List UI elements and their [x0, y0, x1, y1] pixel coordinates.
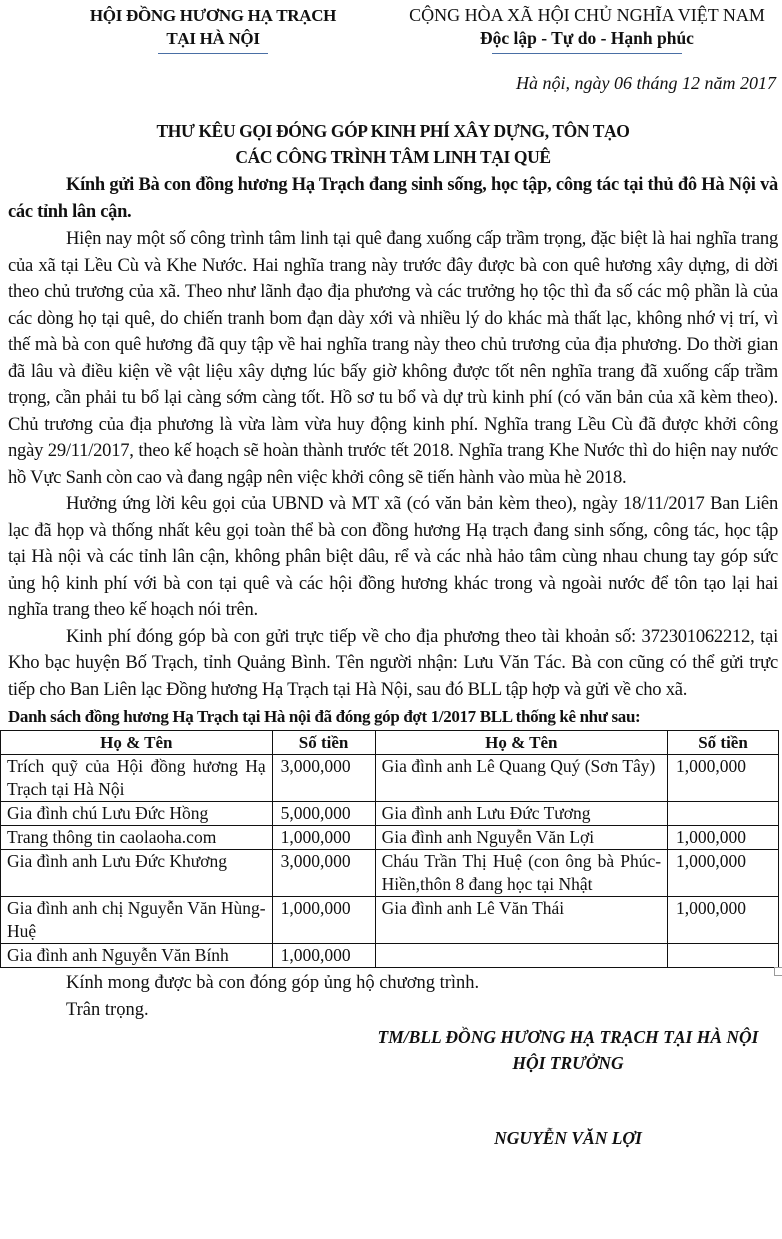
donation-amount: 1,000,000	[668, 755, 779, 802]
donor-name: Cháu Trần Thị Huệ (con ông bà Phúc-Hiền,thôn 8 đang học tại Nhật	[375, 850, 667, 897]
donor-name: Gia đình anh Lưu Đức Tương	[375, 802, 667, 826]
national-header	[392, 4, 782, 54]
title-line-1: THƯ KÊU GỌI ĐÓNG GÓP KINH PHÍ XÂY DỰNG, TÔN TẠO	[156, 121, 630, 141]
table-row	[1, 944, 779, 968]
table-row	[1, 897, 779, 944]
motto-underline	[492, 53, 682, 54]
document-title	[8, 118, 778, 170]
signature-position: HỘI TRƯỞNG	[512, 1053, 624, 1073]
column-header-amount: Số tiền	[668, 731, 779, 755]
document-body	[0, 118, 782, 1151]
donation-amount: 1,000,000	[668, 850, 779, 897]
donor-name: Gia đình anh Nguyễn Văn Bính	[1, 944, 273, 968]
table-resize-handle[interactable]	[774, 967, 782, 976]
table-row	[1, 826, 779, 850]
donation-amount: 3,000,000	[272, 850, 375, 897]
title-line-2: CÁC CÔNG TRÌNH TÂM LINH TẠI QUÊ	[235, 147, 551, 167]
organization-location: TẠI HÀ NỘI	[166, 29, 260, 48]
paragraph-call-to-action: Hưởng ứng lời kêu gọi của UBND và MT xã (có văn bản kèm theo), ngày 18/11/2017 Ban Liên lạc đã họp và thống nhất kêu gọi toàn thể bà con đồng hương Hạ trạch đang sinh sống, công tác, học tập tại Hà nội và các tỉnh lân cận, không phân biệt dâu, rể và các nhà hảo tâm cùng nhau chung tay góp sức ủng hộ kinh phí với bà con tại quê và các hội đồng hương khác trong và ngoài nước để tôn tạo lại hai nghĩa trang theo kế hoạch nói trên.	[8, 493, 778, 620]
organization-header	[78, 4, 348, 54]
column-header-name: Họ & Tên	[375, 731, 667, 755]
donor-name: Trang thông tin caolaoha.com	[1, 826, 273, 850]
signature-on-behalf: TM/BLL ĐỒNG HƯƠNG HẠ TRẠCH TẠI HÀ NỘI	[377, 1027, 759, 1047]
donation-table	[0, 730, 779, 968]
donor-name: Gia đình anh Lưu Đức Khương	[1, 850, 273, 897]
donation-amount: 3,000,000	[272, 755, 375, 802]
table-row	[1, 755, 779, 802]
donor-name: Gia đình anh Lê Văn Thái	[375, 897, 667, 944]
document-date: Hà nội, ngày 06 tháng 12 năm 2017	[516, 73, 776, 93]
organization-underline	[158, 53, 268, 54]
organization-name: HỘI ĐỒNG HƯƠNG HẠ TRẠCH	[89, 6, 337, 25]
donor-name	[375, 944, 667, 968]
paragraph-payment-instructions: Kinh phí đóng góp bà con gửi trực tiếp về cho địa phương theo tài khoản số: 372301062212, tại Kho bạc huyện Bố Trạch, tỉnh Quảng Bình. Tên người nhận: Lưu Văn Tác. Bà con cũng có thể gửi trực tiếp cho Ban Liên lạc Đồng hương Hạ Trạch tại Hà Nội, sau đó BLL tập hợp và gửi về cho xã.	[8, 625, 778, 700]
donation-table-wrapper	[0, 730, 779, 968]
donor-name: Trích quỹ của Hội đồng hương Hạ Trạch tại Hà Nội	[1, 755, 273, 802]
donation-amount: 1,000,000	[272, 897, 375, 944]
donation-amount: 5,000,000	[272, 802, 375, 826]
paragraph-current-situation: Hiện nay một số công trình tâm linh tại quê đang xuống cấp trầm trọng, đặc biệt là hai nghĩa trang của xã tại Lều Cù và Khe Nước. Hai nghĩa trang này trước đây được bà con quê hương xây dựng, di dời theo chủ trương của xã. Theo như lãnh đạo địa phương và các trưởng họ tộc thì đa số các mộ phần là của các dòng họ tại quê, do chiến tranh bom đạn dày xới và nhiều lý do khác mà thất lạc, không nhớ vị trí, vì thế mà bà con quê hương đã quy tập về hai nghĩa trang này theo chủ trương của địa phương. Do thời gian đã lâu và điều kiện về vật liệu xây dựng lúc bấy giờ không được tốt nên nghĩa trang đã xuống cấp trầm trọng, cần phải tu bổ lại càng sớm càng tốt. Hồ sơ tu bổ và dự trù kinh phí (có văn bản của xã kèm theo). Chủ trương của địa phương là vừa làm vừa huy động kinh phí. Nghĩa trang Lều Cù đã được khởi công ngày 29/11/2017, theo kế hoạch sẽ hoàn thành trước tết 2018. Nghĩa trang Khe Nước thì do hiện nay nước hồ Vực Sanh còn cao và đang ngập nên việc khởi công sẽ tiến hành vào mùa hè 2018.	[8, 228, 778, 488]
column-header-amount: Số tiền	[272, 731, 375, 755]
donor-name: Gia đình anh Lê Quang Quý (Sơn Tây)	[375, 755, 667, 802]
donor-name: Gia đình anh chị Nguyễn Văn Hùng-Huệ	[1, 897, 273, 944]
signatory-name: NGUYỄN VĂN LỢI	[494, 1128, 642, 1148]
national-motto: Độc lập - Tự do - Hạnh phúc	[480, 28, 694, 48]
nation-name: CỘNG HÒA XÃ HỘI CHỦ NGHĨA VIỆT NAM	[409, 5, 765, 25]
table-row	[1, 850, 779, 897]
donation-amount: 1,000,000	[668, 897, 779, 944]
donation-amount: 1,000,000	[272, 944, 375, 968]
salutation: Kính gửi Bà con đồng hương Hạ Trạch đang sinh sống, học tập, công tác tại thủ đô Hà Nội và các tỉnh lân cận.	[8, 175, 778, 222]
donation-list-heading: Danh sách đồng hương Hạ Trạch tại Hà nội đã đóng góp đợt 1/2017 BLL thống kê như sau:	[8, 707, 641, 726]
donation-amount: 1,000,000	[668, 826, 779, 850]
table-header-row	[1, 731, 779, 755]
donation-amount	[668, 944, 779, 968]
donation-amount	[668, 802, 779, 826]
document-header	[0, 0, 782, 100]
donor-name: Gia đình chú Lưu Đức Hồng	[1, 802, 273, 826]
table-row	[1, 802, 779, 826]
column-header-name: Họ & Tên	[1, 731, 273, 755]
closing-request: Kính mong được bà con đóng góp ủng hộ chương trình.	[66, 973, 480, 993]
signature-block	[358, 1024, 778, 1151]
donor-name: Gia đình anh Nguyễn Văn Lợi	[375, 826, 667, 850]
donation-amount: 1,000,000	[272, 826, 375, 850]
closing-regards: Trân trọng.	[66, 1000, 149, 1020]
